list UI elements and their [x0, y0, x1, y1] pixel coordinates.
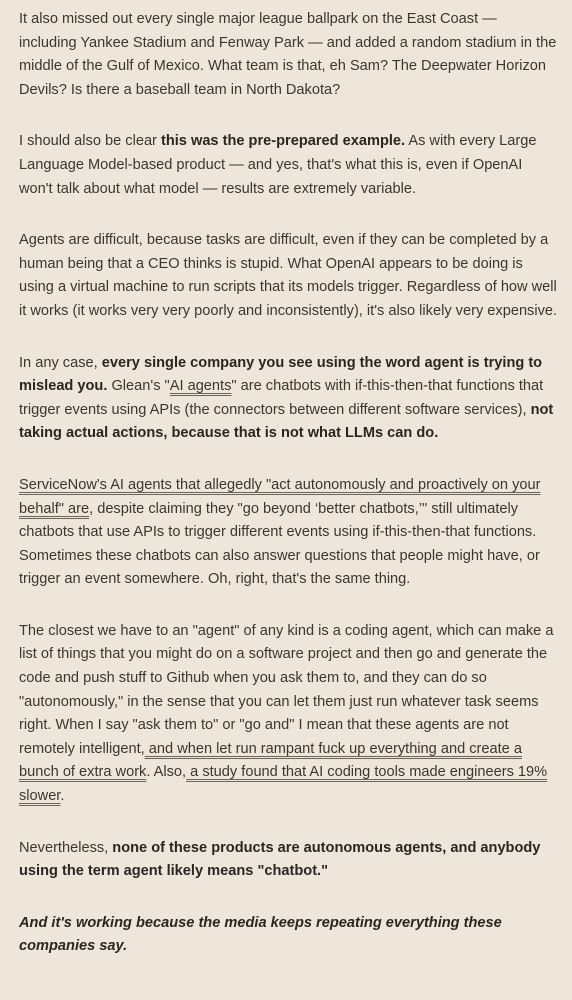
bold-text: this was the pre-prepared example. [160, 133, 406, 150]
emphasis-text: And it's working because the media keeps repeating everything these companies say. [19, 914, 502, 955]
paragraph-text: The closest we have to an "agent" of any kind is a coding agent, which can make a list of things that you might do on a software project and then go and generate the code and push stuff to Github when you ask them to, and they can do so "autonomously," in the sense that you can let them just run whatever task seems right. When I say "ask them to" or "go and" I mean that these agents are not remotely intelligent, [19, 622, 554, 757]
glean-ai-agents-link[interactable]: AI agents [169, 378, 232, 395]
paragraph-text: Glean's " [107, 378, 170, 395]
paragraph-coding-agent [19, 620, 558, 809]
paragraph-text: " are chatbots with if-this-then-that functions that trigger events using APIs (the connectors between different software services), [19, 378, 544, 418]
paragraph-nevertheless [19, 837, 558, 884]
study-slower-link[interactable]: a study found that AI coding tools made engineers 19% slower [19, 764, 548, 805]
servicenow-agents-link[interactable]: ServiceNow's AI agents that allegedly "act autonomously and proactively on your behalf" are [19, 476, 541, 517]
extra-work-link[interactable]: and when let run rampant fuck up everything and create a bunch of extra work [19, 740, 522, 781]
paragraph-text: I should also be clear [19, 133, 161, 150]
paragraph-text: As with every Large Language Model-based product — and yes, that's what this is, even if OpenAI won't talk about what model — results are extremely variable. [19, 133, 537, 197]
paragraph-agents-difficult [19, 229, 558, 323]
bold-text: not taking actual actions, because that is not what LLMs can do. [19, 401, 554, 442]
bold-text: every single company you see using the word agent is trying to mislead you. [19, 354, 543, 395]
paragraph-ballpark [19, 8, 558, 102]
paragraph-mislead [19, 352, 558, 446]
paragraph-pre-prepared [19, 130, 558, 201]
paragraph-text: . [60, 788, 65, 805]
paragraph-media [19, 912, 558, 959]
paragraph-text: In any case, [19, 354, 102, 371]
paragraph-text: Agents are difficult, because tasks are difficult, even if they can be completed by a human being that a CEO thinks is stupid. What OpenAI appears to be doing is using a virtual machine to run scripts that its models trigger. Regardless of how well it works (it works very very poorly and inconsistently), it's also likely very expensive. [19, 232, 558, 319]
paragraph-text: , despite claiming they "go beyond ‘better chatbots,’" still ultimately chatbots that use APIs to trigger different events using if-this-then-that functions. Sometimes these chatbots can also answer questions that people might have, or trigger an event somewhere. Oh, right, that's the same thing. [19, 500, 540, 588]
paragraph-servicenow [19, 474, 558, 592]
paragraph-text: Nevertheless, [19, 839, 113, 856]
paragraph-text: It also missed out every single major league ballpark on the East Coast — including Yankee Stadium and Fenway Park — and added a random stadium in the middle of the Gulf of Mexico. What team is that, eh Sam? The Deepwater Horizon Devils? Is there a baseball team in North Dakota? [19, 11, 557, 98]
paragraph-text: . Also, [146, 764, 187, 781]
bold-text: none of these products are autonomous agents, and anybody using the term agent likely means "chatbot." [19, 839, 541, 880]
